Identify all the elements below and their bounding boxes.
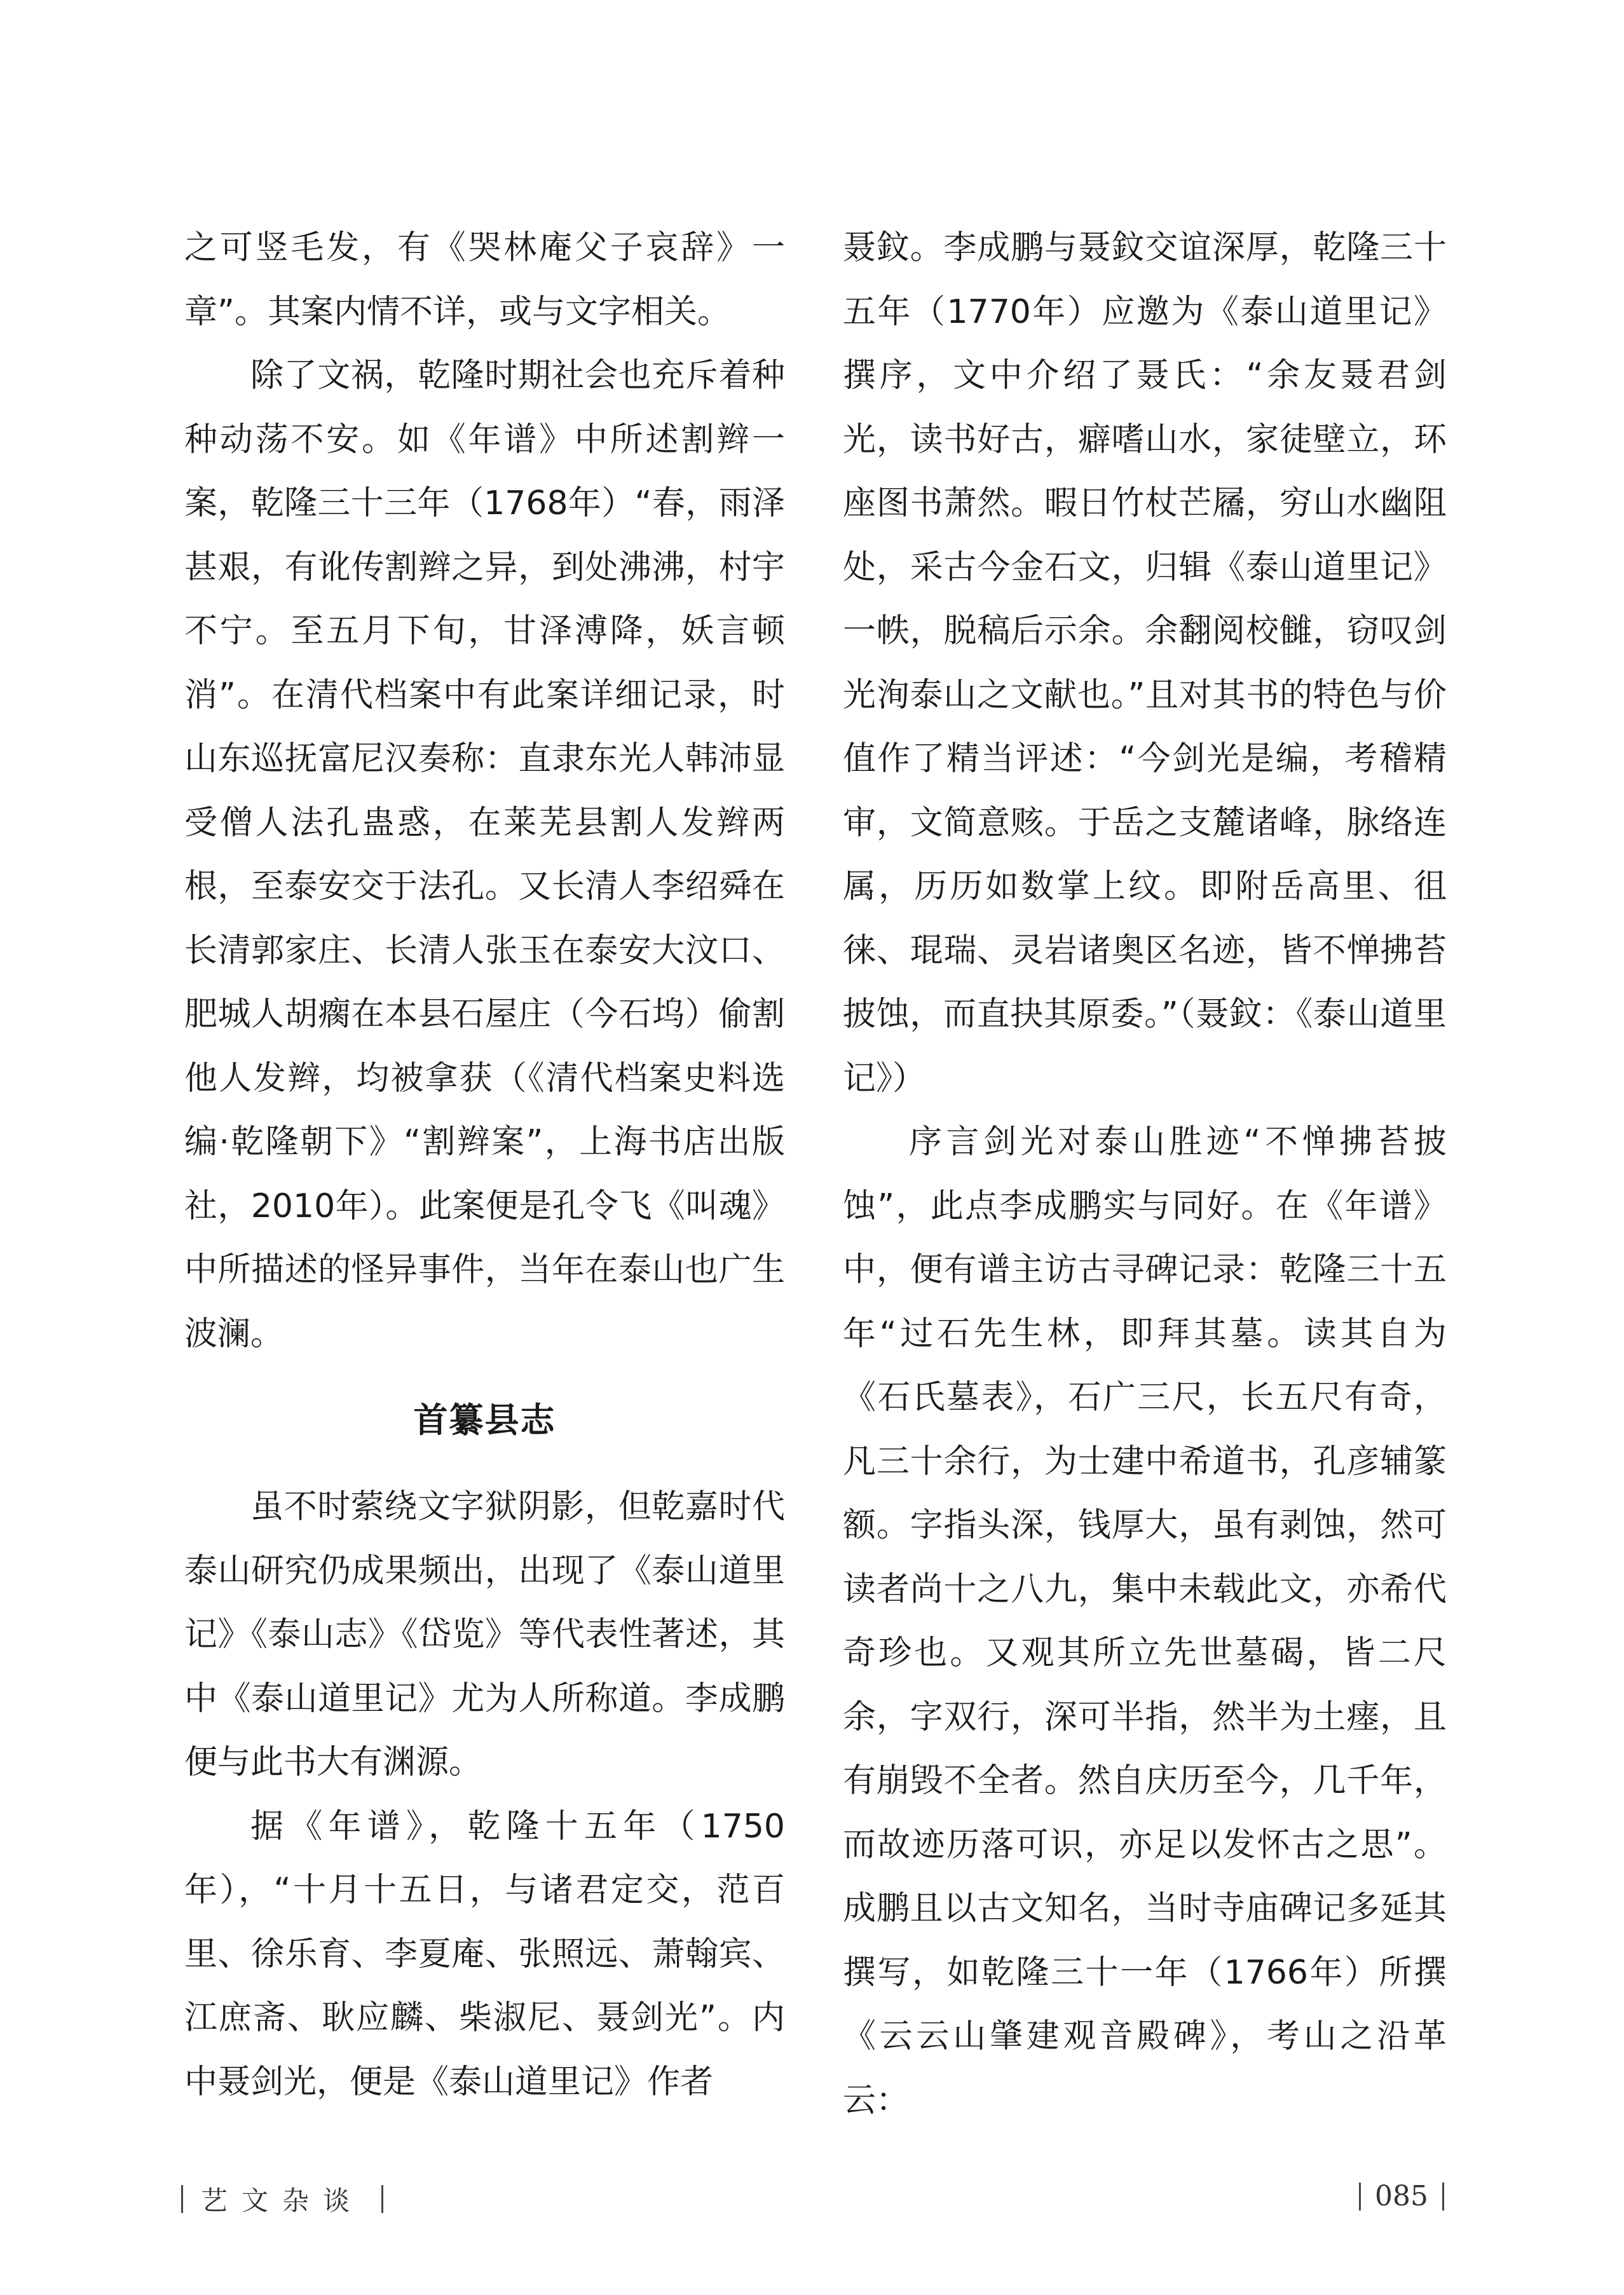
- divider: [381, 2185, 383, 2213]
- right-column: [843, 216, 1447, 2132]
- paragraph: 聂鈫。李成鹏与聂鈫交谊深厚，乾隆三十五年（1770年）应邀为《泰山道里记》撰序，文中介绍了聂氏：“余友聂君剑光，读书好古，癖嗜山水，家徒壁立，环座图书萧然。暇日竹杖芒屩，穷山水幽阻处，采古今金石文，归辑《泰山道里记》一帙，脱稿后示余。余翻阅校雠，窃叹剑光洵泰山之文献也。”且对其书的特色与价值作了精当评述：“今剑光是编，考稽精审，文简意赅。于岳之支麓诸峰，脉络连属，历历如数掌上纹。即附岳高里、徂徕、琨瑞、灵岩诸奥区名迹，皆不惮拂苔披蚀，而直抉其原委。”（聂鈫：《泰山道里记》）: [843, 229, 1447, 1098]
- footer-section: [181, 2180, 383, 2218]
- paragraph: 虽不时萦绕文字狱阴影，但乾嘉时代泰山研究仍成果频出，出现了《泰山道里记》《泰山志》《岱览》等代表性著述，其中《泰山道里记》尤为人所称道。李成鹏便与此书大有渊源。: [184, 1488, 785, 1781]
- divider: [181, 2185, 183, 2213]
- divider: [1442, 2183, 1444, 2210]
- footer-page: [1359, 2180, 1444, 2212]
- paragraph: 除了文祸，乾隆时期社会也充斥着种种动荡不安。如《年谱》中所述割辫一案，乾隆三十三年（1768年）“春，雨泽甚艰，有讹传割辫之异，到处沸沸，村宇不宁。至五月下旬，甘泽溥降，妖言顿消”。在清代档案中有此案详细记录，时山东巡抚富尼汉奏称：直隶东光人韩沛显受僧人法孔蛊惑，在莱芜县割人发辫两根，至泰安交于法孔。又长清人李绍舜在长清郭家庄、长清人张玉在泰安大汶口、肥城人胡瘸在本县石屋庄（今石坞）偷割他人发辫，均被拿获（《清代档案史料选编·乾隆朝下》“割辫案”，上海书店出版社，2010年）。此案便是孔令飞《叫魂》中所描述的怪异事件，当年在泰山也广生波澜。: [184, 357, 785, 1353]
- section-label: 艺文杂谈: [201, 2185, 364, 2216]
- page-number: 085: [1375, 2180, 1428, 2212]
- divider: [1359, 2183, 1361, 2210]
- paragraph: 据《年谱》，乾隆十五年（1750年），“十月十五日，与诸君定交，范百里、徐乐育、李夏庵、张照远、萧翰宾、江庶斋、耿应麟、柴淑尼、聂剑光”。内中聂剑光，便是《泰山道里记》作者: [184, 1807, 785, 2101]
- section-heading: 首纂县志: [413, 1400, 556, 1440]
- paragraph: 之可竖毛发，有《哭林庵父子哀辞》一章”。其案内情不详，或与文字相关。: [184, 229, 785, 331]
- paragraph: 序言剑光对泰山胜迹“不惮拂苔披蚀”，此点李成鹏实与同好。在《年谱》中，便有谱主访古寻碑记录：乾隆三十五年“过石先生林，即拜其墓。读其自为《石氏墓表》，石广三尺，长五尺有奇，凡三十余行，为士建中希道书，孔彦辅篆额。字指头深，钱厚大，虽有剥蚀，然可读者尚十之八九，集中未载此文，亦希代奇珍也。又观其所立先世墓碣，皆二尺余，字双行，深可半指，然半为土瘗，且有崩毁不全者。然自庆历至今，几千年，而故迹历落可识，亦足以发怀古之思”。成鹏且以古文知名，当时寺庙碑记多延其撰写，如乾隆三十一年（1766年）所撰《云云山肇建观音殿碑》，考山之沿革云：: [843, 1123, 1447, 2120]
- left-column: [184, 216, 785, 2114]
